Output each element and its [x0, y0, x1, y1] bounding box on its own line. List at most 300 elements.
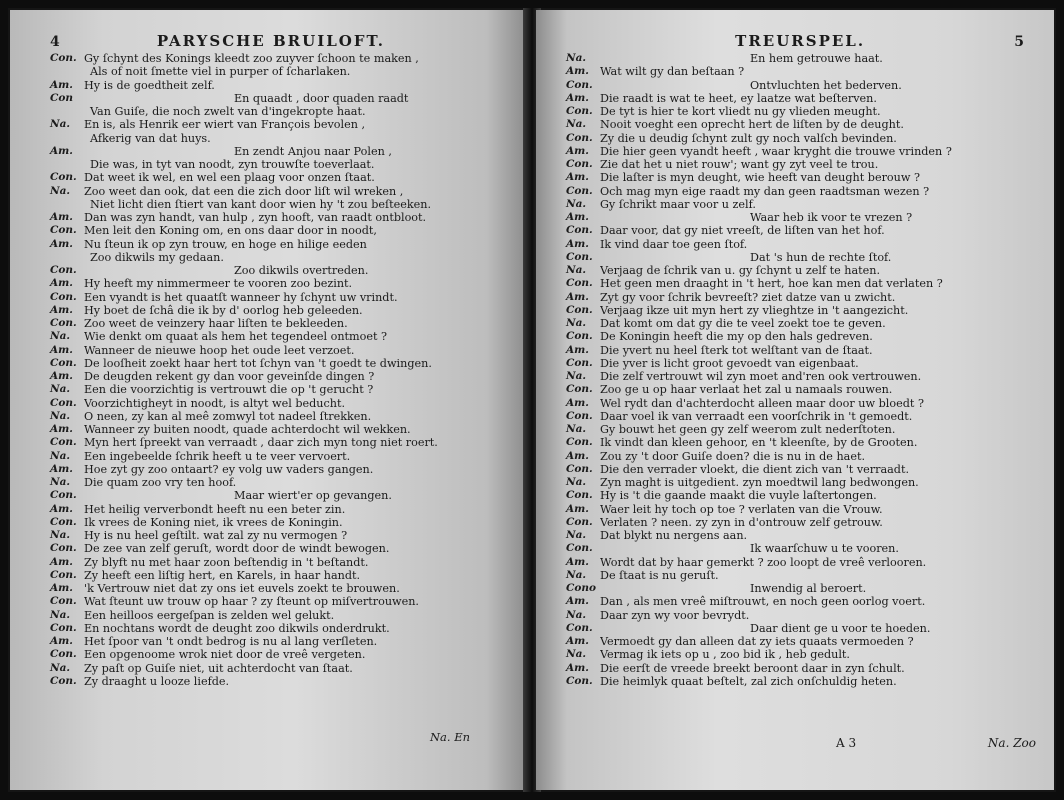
verse-text: Die was, in tyt van noodt, zyn trouwſte toeverlaat.: [90, 158, 375, 171]
verse-line: [566, 622, 1024, 635]
verse-line: [50, 542, 502, 555]
speaker-label: Con.: [566, 409, 593, 422]
verse-text: Die quam zoo vry ten hoof.: [84, 476, 237, 489]
verse-text: Een heilloos eergeſpan is zelden wel gelukt.: [84, 608, 335, 622]
verse-line: [50, 251, 502, 264]
speaker-label: Am.: [566, 555, 589, 568]
verse-text: Dat komt om dat gy die te veel zoekt toe te geven.: [600, 317, 886, 330]
verse-text: Zoo ge u op haar verlaat het zal u namaals rouwen.: [600, 383, 893, 397]
speaker-label: Am.: [566, 343, 589, 356]
signature-mark: A 3: [836, 736, 857, 750]
verse-line: [566, 277, 1024, 290]
verse-text: Dat weet ik wel, en wel een plaag voor onzen ſtaat.: [84, 171, 375, 185]
speaker-label: Na.: [566, 370, 587, 382]
verse-line: [566, 675, 1024, 688]
verse-text: Dat blykt nu nergens aan.: [600, 529, 748, 542]
verse-text: Zoo dikwils overtreden.: [234, 264, 369, 277]
verse-line: [50, 105, 502, 118]
left-page-text: [50, 52, 502, 688]
verse-text: Dat 's hun de rechte ſtof.: [750, 250, 892, 264]
verse-text: Gy ſchrikt maar voor u zelf.: [600, 197, 756, 211]
left-page: [10, 10, 528, 790]
verse-text: Ik vindt dan kleen gehoor, en 't kleenſte, by de Grooten.: [600, 436, 918, 450]
verse-text: En hem getrouwe haat.: [750, 52, 883, 65]
speaker-label: Con.: [50, 515, 77, 528]
speaker-label: Con.: [566, 105, 593, 117]
verse-text: Och mag myn eige raadt my dan geen raadtsman wezen ?: [600, 184, 930, 198]
verse-line: [50, 198, 502, 211]
speaker-label: Con.: [50, 542, 77, 555]
speaker-label: Na.: [566, 476, 587, 488]
speaker-label: Con.: [566, 78, 593, 91]
verse-text: Een die voorzichtig is vertrouwt die op 't gerucht ?: [84, 383, 374, 397]
verse-text: Zy blyft nu met haar zoon beſtendig in 't beſtandt.: [84, 555, 369, 569]
verse-line: [566, 224, 1024, 237]
verse-line: [50, 436, 502, 449]
verse-line: [50, 171, 502, 184]
speaker-label: Con.: [50, 648, 77, 661]
verse-line: [566, 251, 1024, 264]
verse-text: Zyt gy voor ſchrik bevreeſt? ziet datze van u zwicht.: [600, 290, 896, 304]
verse-line: [566, 503, 1024, 516]
speaker-label: Na.: [566, 52, 587, 64]
speaker-label: Na.: [566, 118, 587, 131]
speaker-label: Am.: [50, 423, 73, 435]
verse-text: Zoo dikwils my gedaan.: [90, 250, 224, 264]
verse-line: [50, 79, 502, 92]
verse-line: [566, 397, 1024, 410]
verse-line: [50, 569, 502, 582]
speaker-label: Con.: [50, 356, 77, 369]
verse-text: Die yver is licht groot gevoedt van eigenbaat.: [600, 356, 859, 370]
verse-text: Zou zy 't door Guiſe doen? die is nu in de haet.: [600, 449, 866, 463]
verse-line: [566, 158, 1024, 171]
speaker-label: Na.: [566, 648, 587, 661]
speaker-label: Con.: [50, 396, 77, 409]
verse-line: [566, 344, 1024, 357]
verse-text: Wel rydt dan d'achterdocht alleen maar door uw bloedt ?: [600, 396, 924, 410]
verse-text: Afkerig van dat huys.: [90, 131, 211, 145]
verse-text: Die heimlyk quaat beſtelt, zal zich onſchuldig heten.: [600, 674, 897, 688]
verse-line: [50, 291, 502, 304]
speaker-label: Con.: [50, 52, 77, 64]
verse-text: Die hier geen vyandt heeft , waar kryght die trouwe vrinden ?: [600, 144, 952, 158]
verse-line: [50, 238, 502, 251]
speaker-label: Am.: [566, 661, 589, 674]
verse-line: [566, 92, 1024, 105]
speaker-label: Con.: [50, 595, 77, 608]
page-number: 4: [50, 34, 60, 50]
verse-line: [566, 436, 1024, 449]
verse-line: [50, 277, 502, 290]
verse-text: Wordt dat by haar gemerkt ? zoo loopt de vreê verlooren.: [600, 555, 927, 569]
verse-line: [50, 317, 502, 330]
verse-line: [50, 648, 502, 661]
speaker-label: Con.: [566, 674, 593, 687]
speaker-label: Am.: [50, 211, 73, 223]
speaker-label: Con.: [50, 489, 77, 502]
verse-line: [566, 556, 1024, 569]
speaker-label: Am.: [566, 290, 589, 303]
speaker-label: Am.: [50, 277, 73, 290]
verse-line: [566, 569, 1024, 582]
speaker-label: Na.: [566, 264, 587, 276]
verse-line: [50, 185, 502, 198]
verse-line: [566, 609, 1024, 622]
speaker-label: Na.: [566, 317, 587, 329]
verse-line: [50, 410, 502, 423]
verse-line: [50, 211, 502, 224]
verse-line: [50, 516, 502, 529]
speaker-label: Am.: [50, 462, 73, 475]
speaker-label: Am.: [50, 343, 73, 356]
speaker-label: Am.: [50, 555, 73, 568]
verse-text: Die yvert nu heel ſterk tot welſtant van de ſtaat.: [600, 343, 873, 357]
verse-text: Van Guiſe, die noch zwelt van d'ingekropte haat.: [90, 105, 366, 118]
verse-line: [566, 105, 1024, 118]
verse-line: [50, 344, 502, 357]
verse-line: [50, 529, 502, 542]
verse-text: Daar dient ge u voor te hoeden.: [750, 621, 931, 635]
verse-line: [50, 450, 502, 463]
verse-line: [50, 503, 502, 516]
speaker-label: Am.: [50, 582, 73, 594]
verse-line: [566, 52, 1024, 65]
speaker-label: Con.: [50, 171, 77, 184]
verse-line: [566, 132, 1024, 145]
verse-text: En is, als Henrik eer wiert van François bevolen ,: [84, 118, 366, 132]
speaker-label: [50, 158, 84, 171]
verse-line: [566, 648, 1024, 661]
verse-line: [566, 463, 1024, 476]
verse-text: Waar heb ik voor te vrezen ?: [750, 211, 913, 224]
speaker-label: Am.: [50, 237, 73, 250]
open-book: [8, 8, 1056, 792]
verse-line: [50, 158, 502, 171]
verse-line: [566, 171, 1024, 184]
verse-line: [50, 118, 502, 131]
verse-line: [566, 370, 1024, 383]
verse-text: Wanneer zy buiten noodt, quade achterdocht wil wekken.: [84, 423, 411, 436]
verse-text: Gy ſchynt des Konings kleedt zoo zuyver ſchoon te maken ,: [84, 52, 419, 65]
verse-line: [50, 357, 502, 370]
verse-line: [50, 264, 502, 277]
verse-text: O neen, zy kan al meê zomwyl tot nadeel ſtrekken.: [84, 409, 372, 423]
speaker-label: Am.: [566, 171, 589, 184]
verse-text: Een ingebeelde ſchrik heeft u te veer vervoert.: [84, 449, 351, 463]
speaker-label: Cono: [566, 582, 596, 594]
speaker-label: Am.: [566, 65, 589, 78]
right-page: [536, 10, 1054, 790]
verse-text: Dan was zyn handt, van hulp , zyn hooft, van raadt ontbloot.: [84, 211, 427, 224]
speaker-label: Con.: [50, 264, 77, 276]
speaker-label: Na.: [50, 661, 71, 674]
verse-line: [50, 463, 502, 476]
verse-text: Voorzichtigheyt in noodt, is altyt wel beducht.: [84, 396, 346, 410]
verse-line: [566, 423, 1024, 436]
verse-text: De Koningin heeft die my op den hals gedreven.: [600, 330, 873, 344]
verse-line: [50, 304, 502, 317]
verse-text: Als of noit ſmette viel in purper of ſcharlaken.: [90, 65, 351, 79]
verse-line: [50, 65, 502, 78]
verse-text: Wie denkt om quaat als hem het tegendeel ontmoet ?: [84, 330, 388, 344]
verse-line: [50, 423, 502, 436]
verse-line: [50, 52, 502, 65]
speaker-label: Con.: [566, 621, 593, 634]
verse-line: [566, 198, 1024, 211]
speaker-label: Con.: [50, 568, 77, 581]
verse-text: De deugden rekent gy dan voor geveinſde dingen ?: [84, 370, 375, 383]
speaker-label: Con.: [50, 674, 77, 687]
verse-text: Hy is nu heel geſtilt. wat zal zy nu vermogen ?: [84, 529, 348, 542]
verse-text: Zoo weet dan ook, dat een die zich door liſt wil wreken ,: [84, 184, 404, 198]
verse-text: Het heilig ververbondt heeft nu een beter zin.: [84, 502, 346, 516]
verse-text: Hy boet de ſchâ die ik by d' oorlog heb geleeden.: [84, 303, 363, 317]
verse-line: [566, 529, 1024, 542]
verse-line: [50, 609, 502, 622]
speaker-label: Con.: [50, 436, 77, 449]
verse-line: [566, 516, 1024, 529]
speaker-label: Con.: [50, 621, 77, 634]
verse-line: [50, 556, 502, 569]
verse-text: En quaadt , door quaden raadt: [234, 91, 409, 105]
verse-text: En zendt Anjou naar Polen ,: [234, 144, 392, 158]
verse-text: 'k Vertrouw niet dat zy ons iet euvels zoekt te brouwen.: [84, 582, 400, 595]
verse-text: Wanneer de nieuwe hoop het oude leet verzoet.: [84, 343, 355, 357]
verse-line: [566, 330, 1024, 343]
verse-text: Ontvluchten het bederven.: [750, 78, 902, 92]
verse-line: [566, 79, 1024, 92]
verse-line: [566, 542, 1024, 555]
verse-text: Dan , als men vreê miſtrouwt, en noch geen oorlog voert.: [600, 595, 926, 609]
verse-text: Maar wiert'er op gevangen.: [234, 489, 392, 503]
speaker-label: Con.: [566, 158, 593, 170]
speaker-label: Con.: [566, 330, 593, 343]
verse-line: [566, 357, 1024, 370]
speaker-label: Am.: [50, 78, 73, 91]
verse-line: [50, 397, 502, 410]
verse-text: De ſtaat is nu geruſt.: [600, 568, 719, 582]
verse-text: Ik vrees de Koning niet, ik vrees de Koningin.: [84, 515, 343, 529]
verse-line: [566, 489, 1024, 502]
speaker-label: Con.: [566, 356, 593, 369]
verse-line: [50, 635, 502, 648]
verse-text: Die laſter is myn deught, wie heeft van deught berouw ?: [600, 171, 920, 185]
catchword: Na. En: [429, 730, 470, 744]
verse-text: Zy heeft een liſtig hert, en Karels, in haar handt.: [84, 568, 361, 582]
verse-text: En nochtans wordt de deught zoo dikwils onderdrukt.: [84, 621, 390, 635]
speaker-label: Con.: [566, 131, 593, 144]
speaker-label: Na.: [566, 423, 587, 435]
speaker-label: [50, 132, 84, 145]
verse-line: [50, 145, 502, 158]
verse-line: [50, 330, 502, 343]
verse-text: Ik waarſchuw u te vooren.: [750, 542, 899, 556]
speaker-label: Na.: [566, 608, 587, 621]
verse-line: [50, 132, 502, 145]
verse-line: [566, 264, 1024, 277]
verse-text: Die eerſt de vreede breekt beroont daar in zyn ſchult.: [600, 661, 905, 675]
left-page-header: [50, 32, 502, 50]
verse-line: [566, 65, 1024, 78]
verse-line: [566, 145, 1024, 158]
speaker-label: Con.: [566, 250, 593, 263]
verse-line: [50, 662, 502, 675]
speaker-label: Na.: [50, 608, 71, 621]
verse-line: [50, 595, 502, 608]
speaker-label: Am.: [50, 144, 73, 157]
running-title: PARYSCHE BRUILOFT.: [156, 32, 385, 50]
verse-text: Waer leit hy toch op toe ? verlaten van die Vrouw.: [600, 502, 883, 516]
speaker-label: Na.: [50, 118, 71, 131]
speaker-label: Na.: [50, 476, 71, 488]
speaker-label: Con.: [50, 224, 77, 237]
verse-text: Hy is de goedtheit zelf.: [84, 78, 215, 92]
verse-text: Verjaag ikze uit myn hert zy vlieghtze in 't aangezicht.: [600, 303, 909, 317]
verse-text: Het ſpoor van 't ondt bedrog is nu al lang verſleten.: [84, 635, 378, 648]
verse-line: [566, 238, 1024, 251]
verse-line: [50, 370, 502, 383]
verse-text: Nooit voeght een oprecht hert de liſten by de deught.: [600, 118, 904, 132]
verse-text: Hy heeft my nimmermeer te vooren zoo bezint.: [84, 277, 353, 291]
verse-line: [566, 662, 1024, 675]
speaker-label: [50, 105, 84, 118]
verse-text: Een opgenoome wrok niet door de vreê vergeten.: [84, 648, 366, 662]
verse-line: [50, 675, 502, 688]
verse-line: [566, 635, 1024, 648]
verse-line: [50, 622, 502, 635]
verse-text: Vermag ik iets op u , zoo bid ik , heb gedult.: [600, 648, 850, 662]
verse-text: Verjaag de ſchrik van u. gy ſchynt u zelf te haten.: [600, 264, 881, 277]
page-footer: [836, 736, 1036, 750]
speaker-label: Con.: [566, 224, 593, 237]
verse-text: Zy paſt op Guiſe niet, uit achterdocht van ſtaat.: [84, 661, 353, 675]
speaker-label: Con.: [566, 515, 593, 528]
speaker-label: Na.: [50, 529, 71, 541]
speaker-label: Am.: [566, 449, 589, 462]
page-number: 5: [1014, 34, 1024, 50]
verse-line: [566, 450, 1024, 463]
verse-text: Verlaten ? neen. zy zyn in d'ontrouw zelf getrouw.: [600, 515, 883, 529]
verse-text: Gy bouwt het geen gy zelf weerom zult nederſtoten.: [600, 423, 896, 436]
speaker-label: Am.: [50, 303, 73, 316]
speaker-label: Na.: [566, 197, 587, 210]
verse-line: [566, 211, 1024, 224]
verse-text: Die zelf vertrouwt wil zyn moet and'ren ook vertrouwen.: [600, 370, 922, 383]
speaker-label: Con: [50, 91, 73, 104]
speaker-label: Con.: [50, 290, 77, 303]
speaker-label: Con.: [566, 383, 593, 396]
speaker-label: Na.: [50, 184, 71, 197]
speaker-label: Con.: [566, 436, 593, 449]
speaker-label: Na.: [50, 383, 71, 396]
verse-text: Ik vind daar toe geen ſtof.: [600, 237, 748, 251]
verse-line: [566, 383, 1024, 396]
verse-line: [50, 224, 502, 237]
verse-line: [566, 595, 1024, 608]
speaker-label: Am.: [566, 211, 589, 223]
speaker-label: Am.: [566, 502, 589, 515]
verse-text: Die den verrader vloekt, die dient zich van 't verraadt.: [600, 462, 910, 476]
verse-text: Vermoedt gy dan alleen dat zy iets quaats vermoeden ?: [600, 635, 914, 648]
verse-text: De zee van zelf geruſt, wordt door de windt bewogen.: [84, 542, 390, 556]
verse-text: Hy is 't die gaande maakt die vuyle laſtertongen.: [600, 489, 877, 503]
catchword: Na. Zoo: [987, 736, 1036, 750]
verse-text: Daar voor, dat gy niet vreeſt, de liſten van het hof.: [600, 224, 885, 238]
verse-text: Myn hert ſpreekt van verraadt , daar zich myn tong niet roert.: [84, 436, 438, 450]
speaker-label: Am.: [566, 237, 589, 250]
right-page-header: [566, 32, 1024, 50]
speaker-label: Am.: [50, 370, 73, 382]
speaker-label: Na.: [50, 409, 71, 422]
verse-text: Zy die u deudig ſchynt zult gy noch valſch bevinden.: [600, 131, 897, 145]
speaker-label: [50, 65, 84, 78]
verse-text: Het geen men draaght in 't hert, hoe kan men dat verlaten ?: [600, 277, 943, 291]
speaker-label: Am.: [566, 144, 589, 157]
verse-text: Die raadt is wat te heet, ey laatze wat beſterven.: [600, 91, 877, 105]
verse-line: [566, 317, 1024, 330]
speaker-label: Con.: [566, 462, 593, 475]
verse-line: [566, 476, 1024, 489]
verse-line: [566, 185, 1024, 198]
speaker-label: Am.: [50, 502, 73, 515]
speaker-label: Am.: [566, 396, 589, 409]
verse-text: Niet licht dien ſtiert van kant door wien hy 't zou beſteeken.: [90, 197, 432, 211]
speaker-label: Am.: [566, 635, 589, 647]
speaker-label: Am.: [566, 91, 589, 104]
speaker-label: Am.: [50, 635, 73, 647]
running-title: TREURSPEL.: [735, 32, 866, 50]
verse-line: [50, 582, 502, 595]
verse-line: [50, 92, 502, 105]
verse-line: [566, 582, 1024, 595]
speaker-label: Con.: [566, 489, 593, 502]
verse-line: [566, 291, 1024, 304]
verse-text: Een vyandt is het quaatſt wanneer hy ſchynt uw vrindt.: [84, 290, 398, 304]
speaker-label: Am.: [566, 595, 589, 608]
verse-text: Zyn maght is uitgedient. zyn moedtwil lang bedwongen.: [600, 476, 919, 489]
speaker-label: [50, 198, 84, 211]
verse-line: [566, 410, 1024, 423]
verse-text: Zie dat het u niet rouw'; want gy zyt veel te trou.: [600, 158, 879, 171]
verse-text: Men leit den Koning om, en ons daar door in noodt,: [84, 224, 377, 238]
verse-text: Zoo weet de veinzery haar liſten te bekleeden.: [84, 317, 348, 330]
speaker-label: Na.: [566, 529, 587, 541]
speaker-label: Na.: [566, 568, 587, 581]
right-page-text: [566, 52, 1024, 688]
verse-line: [50, 383, 502, 396]
verse-text: Zy draaght u looze liefde.: [84, 674, 230, 688]
verse-text: Wat wilt gy dan beſtaan ?: [600, 65, 745, 79]
verse-line: [566, 304, 1024, 317]
verse-text: Wat ſteunt uw trouw op haar ? zy ſteunt op miſvertrouwen.: [84, 595, 419, 609]
verse-text: Inwendig al beroert.: [750, 582, 867, 595]
verse-text: Hoe zyt gy zoo ontaart? ey volg uw vaders gangen.: [84, 462, 374, 476]
verse-text: Nu ſteun ik op zyn trouw, en hoge en hilige eeden: [84, 237, 367, 251]
speaker-label: Con.: [566, 277, 593, 290]
speaker-label: [50, 251, 84, 264]
verse-text: Daar zyn wy voor bevrydt.: [600, 608, 750, 622]
speaker-label: Con.: [50, 317, 77, 329]
verse-text: De looſheit zoekt haar hert tot ſchyn van 't goedt te dwingen.: [84, 356, 432, 370]
verse-text: De tyt is hier te kort vliedt nu gy vlieden meught.: [600, 105, 881, 118]
speaker-label: Con.: [566, 184, 593, 197]
speaker-label: Na.: [50, 330, 71, 343]
verse-line: [566, 118, 1024, 131]
speaker-label: Con.: [566, 542, 593, 555]
verse-line: [50, 476, 502, 489]
verse-text: Daar voel ik van verraadt een voorſchrik in 't gemoedt.: [600, 409, 913, 423]
